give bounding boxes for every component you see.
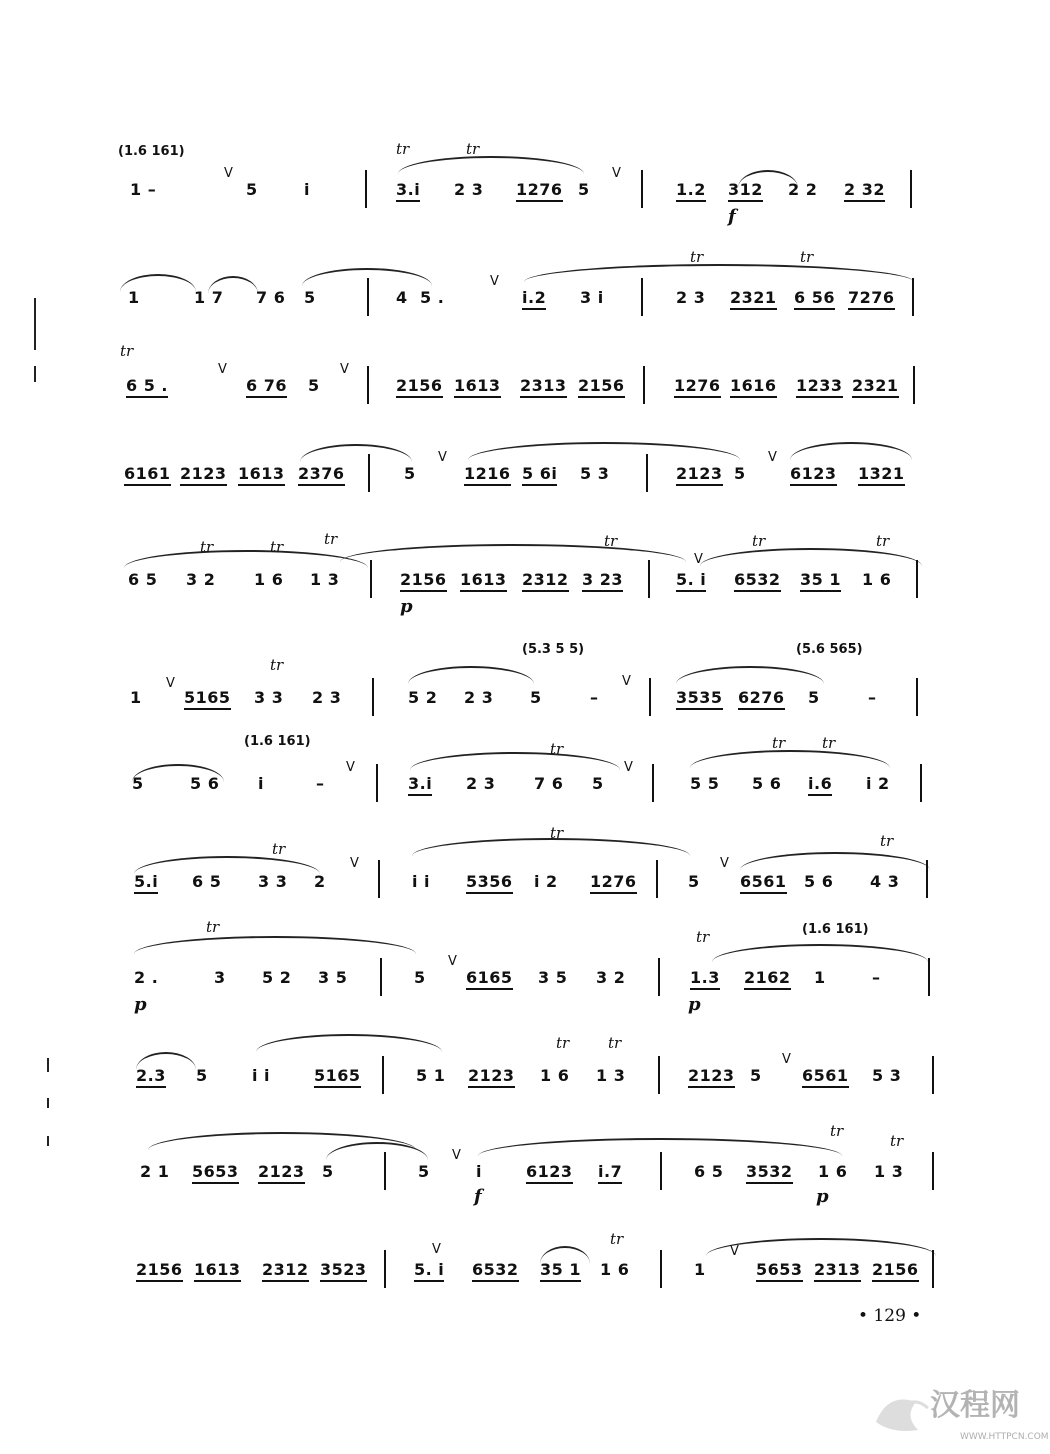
trill-mark: tr	[270, 538, 284, 556]
slur	[398, 156, 584, 174]
note-group: i.2	[522, 288, 546, 310]
note-group: 3 2	[596, 968, 626, 987]
slur	[712, 944, 928, 962]
ornament-notes: (5.6 565)	[796, 642, 863, 657]
note-group: 7 6	[534, 774, 564, 793]
dash: –	[872, 968, 881, 987]
note-group: 5	[414, 968, 426, 987]
trill-mark: tr	[120, 342, 134, 360]
note-group: 6165	[466, 968, 513, 990]
breath-mark: V	[730, 1244, 739, 1259]
note-group: 7276	[848, 288, 895, 310]
slur	[340, 544, 686, 562]
bar-line	[920, 764, 922, 802]
note-group: 6123	[526, 1162, 573, 1184]
breath-mark: V	[612, 166, 621, 181]
slur	[124, 550, 368, 568]
note-group: 5	[196, 1066, 208, 1085]
bar-line	[910, 170, 912, 208]
bar-line	[926, 860, 928, 898]
slur	[410, 752, 620, 770]
note-group: 6123	[790, 464, 837, 486]
note-group: 2.3	[136, 1066, 166, 1088]
bar-line	[641, 278, 643, 316]
note-group: 2156	[578, 376, 625, 398]
note-group: 1613	[194, 1260, 241, 1282]
slur	[676, 666, 824, 684]
bar-line	[372, 678, 374, 716]
trill-mark: tr	[466, 140, 480, 158]
note-group: 1	[128, 288, 140, 307]
note-group: 35 1	[800, 570, 841, 592]
breath-mark: V	[224, 166, 233, 181]
trill-mark: tr	[272, 840, 286, 858]
breath-mark: V	[490, 274, 499, 289]
note-group: 6532	[734, 570, 781, 592]
bar-line	[643, 366, 645, 404]
note-group: 2 32	[844, 180, 885, 202]
bar-line	[649, 678, 651, 716]
note-group: 1 6	[862, 570, 892, 589]
slur	[468, 442, 740, 460]
ornament-notes: (5.3 5 5)	[522, 642, 585, 657]
note-group: 5	[808, 688, 820, 707]
trill-mark: tr	[610, 1230, 624, 1248]
note-group: 1233	[796, 376, 843, 398]
trill-mark: tr	[608, 1034, 622, 1052]
dynamic-piano: p	[134, 994, 147, 1015]
note-group: 1 6	[540, 1066, 570, 1085]
dynamic-piano: p	[816, 1186, 829, 1207]
dynamic-forte: f	[728, 206, 736, 227]
bar-line	[652, 764, 654, 802]
breath-mark: V	[166, 676, 175, 691]
score-line-9	[0, 918, 1050, 1028]
note-group: 3	[214, 968, 226, 987]
note-group: 5 6	[190, 774, 220, 793]
note-group: 2 3	[464, 688, 494, 707]
note-group: 2321	[852, 376, 899, 398]
bar-line	[928, 958, 930, 996]
dynamic-piano: p	[400, 596, 413, 617]
note-group: 5 6	[752, 774, 782, 793]
note-group: 2 3	[466, 774, 496, 793]
note-group: 5653	[192, 1162, 239, 1184]
note-group: 1276	[590, 872, 637, 894]
note-group: 5	[592, 774, 604, 793]
note-group: 5	[132, 774, 144, 793]
note-group: 2376	[298, 464, 345, 486]
ornament-notes: (1.6 161)	[802, 922, 869, 937]
note-group: i.7	[598, 1162, 622, 1184]
note-group: 3 5	[318, 968, 348, 987]
note-group: 5653	[756, 1260, 803, 1282]
note-group: 3 3	[258, 872, 288, 891]
note-group: 2312	[522, 570, 569, 592]
dash: –	[316, 774, 325, 793]
trill-mark: tr	[200, 538, 214, 556]
note-group: 6 5 .	[126, 376, 168, 398]
note-group: 1	[814, 968, 826, 987]
note-group: 2123	[688, 1066, 735, 1088]
trill-mark: tr	[830, 1122, 844, 1140]
note-group: 5	[750, 1066, 762, 1085]
bar-line	[367, 366, 369, 404]
bar-line	[384, 1250, 386, 1288]
note-group: 5165	[184, 688, 231, 710]
note-group: 5. i	[414, 1260, 444, 1282]
slur	[700, 548, 922, 566]
score-line-5	[0, 530, 1050, 640]
note-group: 5 1	[416, 1066, 446, 1085]
bar-line	[378, 860, 380, 898]
note-group: 3532	[746, 1162, 793, 1184]
trill-mark: tr	[876, 532, 890, 550]
note-group: 6276	[738, 688, 785, 710]
breath-mark: V	[622, 674, 631, 689]
breath-mark: V	[432, 1242, 441, 1257]
bar-line	[365, 170, 367, 208]
trill-mark: tr	[800, 248, 814, 266]
note-group: 1 6	[254, 570, 284, 589]
trill-mark: tr	[752, 532, 766, 550]
note-group: 1 3	[310, 570, 340, 589]
bar-line	[932, 1056, 934, 1094]
note-group: 3 2	[186, 570, 216, 589]
bar-line	[376, 764, 378, 802]
trill-mark: tr	[604, 532, 618, 550]
note-group: 6161	[124, 464, 171, 486]
score-line-1	[0, 140, 1050, 250]
note-group: 2 1	[140, 1162, 170, 1181]
note-group: 5	[246, 180, 258, 199]
note-group: 5165	[314, 1066, 361, 1088]
note-group: 1	[694, 1260, 706, 1279]
page-number: • 129 •	[858, 1306, 922, 1326]
slur	[134, 936, 416, 954]
note-group: i.6	[808, 774, 832, 796]
dash: –	[868, 688, 877, 707]
note-group: i	[304, 180, 310, 199]
breath-mark: V	[438, 450, 447, 465]
note-group: 2 3	[312, 688, 342, 707]
trill-mark: tr	[772, 734, 786, 752]
note-group: 1 6	[818, 1162, 848, 1181]
note-group: 1613	[454, 376, 501, 398]
note-group: 6532	[472, 1260, 519, 1282]
score-line-4	[0, 424, 1050, 534]
note-group: 1 3	[874, 1162, 904, 1181]
score-line-11	[0, 1120, 1050, 1230]
note-group: i 2	[866, 774, 890, 793]
bar-line	[648, 560, 650, 598]
bar-line	[932, 1152, 934, 1190]
note-group: 6 5	[128, 570, 158, 589]
note-group: 5 5	[690, 774, 720, 793]
bar-line	[916, 560, 918, 598]
note-group: 2156	[872, 1260, 919, 1282]
note-group: 6 5	[192, 872, 222, 891]
note-group: 2313	[520, 376, 567, 398]
breath-mark: V	[768, 450, 777, 465]
note-group: 6 56	[794, 288, 835, 310]
note-group: 5	[688, 872, 700, 891]
note-group: 1321	[858, 464, 905, 486]
note-group: 3523	[320, 1260, 367, 1282]
note-group: 5356	[466, 872, 513, 894]
note-group: 1276	[516, 180, 563, 202]
trill-mark: tr	[890, 1132, 904, 1150]
bar-line	[368, 454, 370, 492]
slur	[790, 442, 912, 460]
breath-mark: V	[340, 362, 349, 377]
note-group: 2 2	[788, 180, 818, 199]
note-group: i	[476, 1162, 482, 1181]
trill-mark: tr	[880, 832, 894, 850]
note-group: 5	[734, 464, 746, 483]
note-group: 2321	[730, 288, 777, 310]
slur	[740, 852, 930, 870]
breath-mark: V	[782, 1052, 791, 1067]
note-group: 2162	[744, 968, 791, 990]
bar-line	[646, 454, 648, 492]
note-group: 5 3	[872, 1066, 902, 1085]
slur	[524, 264, 914, 282]
note-group: 2 3	[454, 180, 484, 199]
note-group: 1 3	[596, 1066, 626, 1085]
note-group: i i	[252, 1066, 271, 1085]
note-group: 6561	[802, 1066, 849, 1088]
note-group: 5 6i	[522, 464, 557, 486]
note-group: 2123	[468, 1066, 515, 1088]
note-group: 5	[418, 1162, 430, 1181]
bar-line	[367, 278, 369, 316]
slur	[134, 856, 320, 874]
note-group: 2 .	[134, 968, 159, 987]
breath-mark: V	[720, 856, 729, 871]
trill-mark: tr	[550, 824, 564, 842]
note-group: 1 6	[600, 1260, 630, 1279]
score-line-10	[0, 1024, 1050, 1134]
note-group: 3535	[676, 688, 723, 710]
watermark-text: 汉程网	[930, 1388, 1020, 1423]
note-group: 1 7	[194, 288, 224, 307]
bar-line	[660, 1152, 662, 1190]
bar-line	[658, 958, 660, 996]
note-group: 2312	[262, 1260, 309, 1282]
bar-line	[370, 560, 372, 598]
note-group: 3.i	[408, 774, 432, 796]
note-group: 6 5	[694, 1162, 724, 1181]
slur	[256, 1034, 442, 1052]
note-group: 5 2	[408, 688, 438, 707]
note-group: 4 3	[870, 872, 900, 891]
note-group: 3.i	[396, 180, 420, 202]
note-group: 1613	[460, 570, 507, 592]
trill-mark: tr	[324, 530, 338, 548]
trill-mark: tr	[556, 1034, 570, 1052]
bar-line	[641, 170, 643, 208]
bar-line	[660, 1250, 662, 1288]
note-group: 5	[322, 1162, 334, 1181]
note-group: 5 2	[262, 968, 292, 987]
note-group: 3 23	[582, 570, 623, 592]
dynamic-piano: p	[688, 994, 701, 1015]
breath-mark: V	[218, 362, 227, 377]
note-group: 1.3	[690, 968, 720, 990]
bar-line	[912, 278, 914, 316]
bar-line	[382, 1056, 384, 1094]
bar-line	[380, 958, 382, 996]
note-group: 5	[578, 180, 590, 199]
dash: –	[590, 688, 599, 707]
trill-mark: tr	[550, 740, 564, 758]
slur	[690, 750, 890, 768]
note-group: 2	[314, 872, 326, 891]
breath-mark: V	[448, 954, 457, 969]
note-group: 1616	[730, 376, 777, 398]
note-group: 3 i	[580, 288, 604, 307]
note-group: 7 6	[256, 288, 286, 307]
note-group: 1276	[674, 376, 721, 398]
bar-line	[916, 678, 918, 716]
bar-line	[656, 860, 658, 898]
note-group: 5	[530, 688, 542, 707]
note-group: 4	[396, 288, 408, 307]
note-group: 5 3	[580, 464, 610, 483]
breath-mark: V	[624, 760, 633, 775]
note-group: 2123	[676, 464, 723, 486]
note-group: 2156	[136, 1260, 183, 1282]
ornament-notes: (1.6 161)	[244, 734, 311, 749]
trill-mark: tr	[690, 248, 704, 266]
note-group: 5	[308, 376, 320, 395]
note-group: 2123	[180, 464, 227, 486]
note-group: i 2	[534, 872, 558, 891]
breath-mark: V	[346, 760, 355, 775]
bar-line	[913, 366, 915, 404]
note-group: 1613	[238, 464, 285, 486]
watermark-url: WWW.HTTPCN.COM	[960, 1432, 1049, 1442]
note-group: 5.i	[134, 872, 158, 894]
trill-mark: tr	[270, 656, 284, 674]
note-group: 5. i	[676, 570, 706, 592]
note-group: i	[258, 774, 264, 793]
note-group: 2156	[396, 376, 443, 398]
note-group: i i	[412, 872, 431, 891]
note-group: 2156	[400, 570, 447, 592]
note-group: 5	[404, 464, 416, 483]
note-group: 1	[130, 688, 142, 707]
note-group: 5 6	[804, 872, 834, 891]
trill-mark: tr	[396, 140, 410, 158]
note-group: 5 .	[420, 288, 445, 307]
bar-line	[658, 1056, 660, 1094]
slur	[706, 1238, 936, 1256]
note-group: 3 5	[538, 968, 568, 987]
breath-mark: V	[694, 552, 703, 567]
slur	[408, 666, 534, 684]
note-group: 1216	[464, 464, 511, 486]
trill-mark: tr	[696, 928, 710, 946]
note-group: 6 76	[246, 376, 287, 398]
note-group: 2313	[814, 1260, 861, 1282]
note-group: 3 3	[254, 688, 284, 707]
note-group: 35 1	[540, 1260, 581, 1282]
bar-line	[932, 1250, 934, 1288]
note-group: 6561	[740, 872, 787, 894]
note-group: 1.2	[676, 180, 706, 202]
slur	[300, 444, 412, 462]
trill-mark: tr	[822, 734, 836, 752]
note-group: 1 –	[130, 180, 157, 199]
note-group: 312	[728, 180, 763, 202]
trill-mark: tr	[206, 918, 220, 936]
ornament-notes: (1.6 161)	[118, 144, 185, 159]
note-group: 2123	[258, 1162, 305, 1184]
score-line-7	[0, 728, 1050, 838]
note-group: 2 3	[676, 288, 706, 307]
dynamic-forte: f	[474, 1186, 482, 1207]
bar-line	[384, 1152, 386, 1190]
breath-mark: V	[350, 856, 359, 871]
breath-mark: V	[452, 1148, 461, 1163]
note-group: 5	[304, 288, 316, 307]
